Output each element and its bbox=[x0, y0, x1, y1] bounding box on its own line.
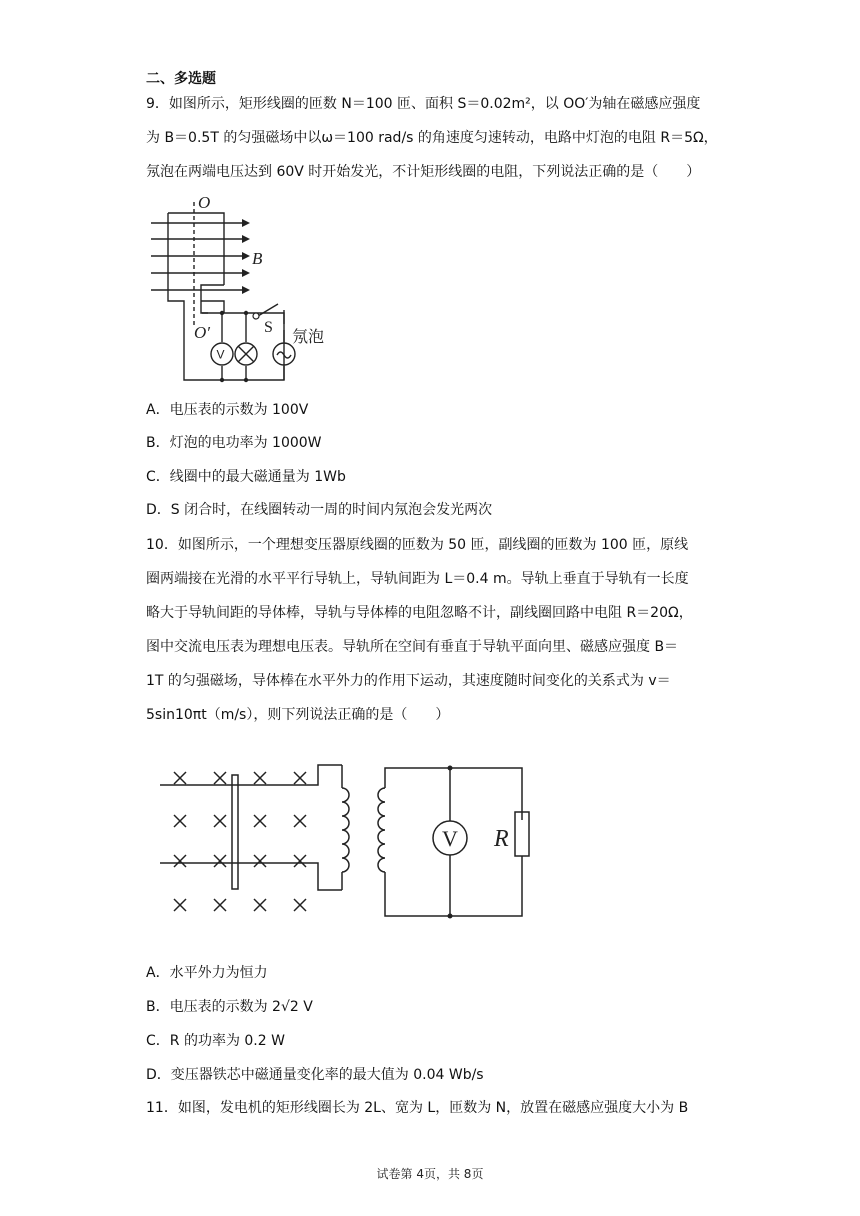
label-O: O bbox=[198, 193, 211, 212]
coil-right-edge bbox=[168, 213, 224, 285]
page-footer: 试卷第 4页，共 8页 bbox=[376, 1167, 484, 1181]
coil-lead-2 bbox=[201, 301, 224, 313]
label-O-prime: O′ bbox=[194, 323, 210, 342]
label-neon: 氖泡 bbox=[292, 327, 325, 346]
secondary-coil bbox=[378, 788, 385, 872]
secondary-bottom-wire bbox=[385, 856, 522, 916]
q10-option-c: C．R 的功率为 0.2 W bbox=[146, 1033, 285, 1049]
q10-option-b: B．电压表的示数为 2√2 V bbox=[146, 999, 313, 1015]
magnetic-field-crosses bbox=[174, 772, 306, 911]
q11-stem: 11．如图，发电机的矩形线圈长为 2L、宽为 L，匝数为 N，放置在磁感应强度大小为 B bbox=[146, 1100, 689, 1116]
primary-coil bbox=[342, 788, 349, 872]
circuit-left-loop bbox=[168, 213, 284, 380]
label-R: R bbox=[494, 826, 509, 852]
field-arrowheads bbox=[242, 219, 250, 294]
rail-bottom bbox=[160, 863, 342, 890]
q10-stem bbox=[146, 528, 718, 732]
label-S: S bbox=[264, 319, 273, 336]
q9-option-d: D．S 闭合时，在线圈转动一周的时间内氖泡会发光两次 bbox=[146, 502, 493, 518]
section-title: 二、多选题 bbox=[146, 71, 216, 87]
switch-blade bbox=[258, 304, 278, 316]
secondary-top-wire bbox=[385, 768, 522, 820]
conductor-rod bbox=[232, 775, 238, 889]
coil-lead bbox=[201, 285, 224, 313]
q9-figure bbox=[146, 190, 346, 390]
junction-dots bbox=[220, 311, 248, 382]
q10-stem-line-4: 图中交流电压表为理想电压表。导轨所在空间有垂直于导轨平面向里、磁感应强度 B＝ bbox=[146, 639, 679, 655]
label-B: B bbox=[252, 249, 263, 268]
q10-stem-line-5: 1T 的匀强磁场，导体棒在水平外力的作用下运动，其速度随时间变化的关系式为 v＝ bbox=[146, 673, 671, 689]
q9-stem bbox=[146, 87, 718, 189]
q9-option-a: A．电压表的示数为 100V bbox=[146, 402, 309, 418]
q9-stem-line-2: 为 B＝0.5T 的匀强磁场中以ω＝100 rad/s 的角速度匀速转动，电路中灯泡的电阻 R＝5Ω， bbox=[146, 130, 718, 146]
q9-option-c: C．线圈中的最大磁通量为 1Wb bbox=[146, 469, 346, 485]
rail-top bbox=[160, 765, 342, 785]
field-lines bbox=[151, 223, 242, 290]
q10-option-a: A．水平外力为恒力 bbox=[146, 965, 268, 981]
label-V-meter: V bbox=[216, 347, 225, 362]
q10-stem-line-3: 略大于导轨间距的导体棒，导轨与导体棒的电阻忽略不计，副线圈回路中电阻 R＝20Ω， bbox=[146, 605, 693, 621]
q10-stem-line-1: 10．如图所示，一个理想变压器原线圈的匝数为 50 匝，副线圈的匝数为 100 匝，原线 bbox=[146, 537, 689, 553]
label-V: V bbox=[442, 826, 458, 851]
switch-contact bbox=[253, 313, 259, 319]
q10-stem-line-6: 5sin10πt（m/s），则下列说法正确的是（ ） bbox=[146, 707, 450, 723]
q9-stem-line-3: 氖泡在两端电压达到 60V 时开始发光，不计矩形线圈的电阻，下列说法正确的是（ ） bbox=[146, 164, 701, 180]
q10-figure bbox=[160, 760, 540, 922]
q10-option-d: D．变压器铁芯中磁通量变化率的最大值为 0.04 Wb/s bbox=[146, 1067, 484, 1083]
q9-option-b: B．灯泡的电功率为 1000W bbox=[146, 435, 322, 451]
q9-stem-line-1: 9．如图所示，矩形线圈的匝数 N＝100 匝、面积 S＝0.02m²，以 OO′为轴在磁感应强度 bbox=[146, 96, 701, 112]
q10-stem-line-2: 圈两端接在光滑的水平平行导轨上，导轨间距为 L＝0.4 m。导轨上垂直于导轨有一长度 bbox=[146, 571, 689, 587]
